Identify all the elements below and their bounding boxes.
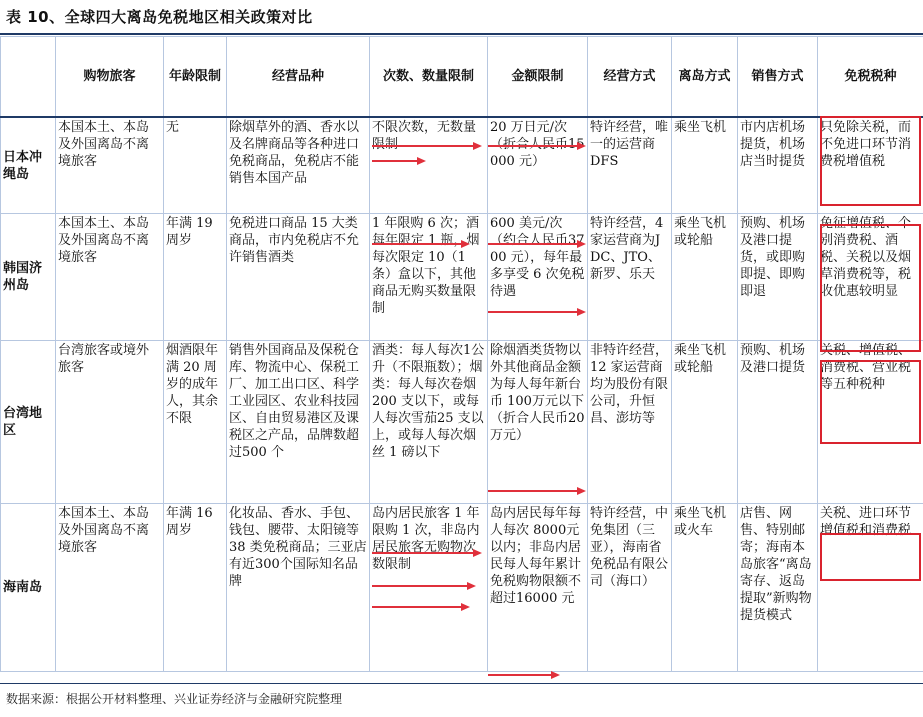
- travelers-cell: 本国本土、本岛及外国离岛不离境旅客: [56, 214, 164, 341]
- amount-cell: 20 万日元/次（折合人民币15000 元）: [488, 117, 588, 214]
- goods-cell: 化妆品、香水、手包、钱包、腰带、太阳镜等 38 类免税商品；三亚店有近300个国际知名品牌: [227, 504, 370, 672]
- amount-cell: 岛内居民每年每人每次 8000元以内；非岛内居民每人每年累计免税购物限额不超过16000 元: [488, 504, 588, 672]
- header-cell-goods: 经营品种: [227, 37, 370, 118]
- travelers-cell: 台湾旅客或境外旅客: [56, 341, 164, 504]
- operation-cell: 非特许经营，12 家运营商均为股份有限公司，升恒昌、澎坊等: [588, 341, 672, 504]
- age-cell: 年满 19 周岁: [164, 214, 227, 341]
- goods-cell: 销售外国商品及保税仓库、物流中心、保税工厂、加工出口区、科学工业园区、农业科技园区、自由贸易港区及课税区之产品，品牌数超过500 个: [227, 341, 370, 504]
- departure-cell: 乘坐飞机或轮船: [672, 214, 738, 341]
- table-row: [1, 214, 923, 341]
- arrow-mark: [488, 674, 556, 676]
- tax-cell: 关税、进口环节增值税和消费税: [818, 504, 923, 672]
- age-cell: 烟酒限年满 20 周岁的成年人，其余不限: [164, 341, 227, 504]
- departure-cell: 乘坐飞机或火车: [672, 504, 738, 672]
- departure-cell: 乘坐飞机或轮船: [672, 341, 738, 504]
- policy-comparison-table: [0, 36, 923, 672]
- region-cell: 韩国济州岛: [1, 214, 56, 341]
- age-cell: 年满 16 周岁: [164, 504, 227, 672]
- table-row: [1, 341, 923, 504]
- departure-cell: 乘坐飞机: [672, 117, 738, 214]
- bottom-rule: [0, 683, 923, 684]
- operation-cell: 特许经营，4家运营商为JDC、JTO、新罗、乐天: [588, 214, 672, 341]
- table-title: 表 10、全球四大离岛免税地区相关政策对比: [6, 8, 313, 26]
- quantity-cell: 酒类：每人每次1公升（不限瓶数）；烟类：每人每次卷烟 200 支以下，或每人每次雪茄25 支以上，或每人每次烟丝 1 磅以下: [370, 341, 488, 504]
- tax-cell: 免征增值税、个别消费税、酒税、关税以及烟草消费税等，税收优惠较明显: [818, 214, 923, 341]
- quantity-cell: 不限次数，无数量限制: [370, 117, 488, 214]
- goods-cell: 免税进口商品 15 大类商品，市内免税店不允许销售酒类: [227, 214, 370, 341]
- header-cell-travelers: 购物旅客: [56, 37, 164, 118]
- header-cell-amount: 金额限制: [488, 37, 588, 118]
- amount-cell: 除烟酒类货物以外其他商品金额为每人每年新台币 100万元以下（折合人民币20万元）: [488, 341, 588, 504]
- tax-cell: 只免除关税，而不免进口环节消费税增值税: [818, 117, 923, 214]
- table-row: [1, 504, 923, 672]
- travelers-cell: 本国本土、本岛及外国离岛不离境旅客: [56, 117, 164, 214]
- sales-cell: 店售、网售、特别邮寄；海南本岛旅客“离岛寄存、返岛提取”新购物提货模式: [738, 504, 818, 672]
- travelers-cell: 本国本土、本岛及外国离岛不离境旅客: [56, 504, 164, 672]
- sales-cell: 预购、机场及港口提货，或即购即提、即购即退: [738, 214, 818, 341]
- region-cell: 台湾地区: [1, 341, 56, 504]
- sales-cell: 预购、机场及港口提货: [738, 341, 818, 504]
- header-cell-age: 年龄限制: [164, 37, 227, 118]
- header-cell-operation: 经营方式: [588, 37, 672, 118]
- title-rule: [0, 33, 923, 35]
- tax-cell: 关税、增值税、消费税、营业税等五种税种: [818, 341, 923, 504]
- header-cell-departure: 离岛方式: [672, 37, 738, 118]
- operation-cell: 特许经营，唯一的运营商 DFS: [588, 117, 672, 214]
- region-cell: 日本冲绳岛: [1, 117, 56, 214]
- quantity-cell: 1 年限购 6 次；酒每年限定 1 瓶，烟每次限定 10（1条）盒以下，其他商品无购买数量限制: [370, 214, 488, 341]
- header-cell-quantity: 次数、数量限制: [370, 37, 488, 118]
- amount-cell: 600 美元/次（约合人民币3700 元），每年最多享受 6 次免税待遇: [488, 214, 588, 341]
- header-cell-region: [1, 37, 56, 118]
- header-cell-sales: 销售方式: [738, 37, 818, 118]
- age-cell: 无: [164, 117, 227, 214]
- sales-cell: 市内店机场提货，机场店当时提货: [738, 117, 818, 214]
- source-note: 数据来源：根据公开材料整理、兴业证券经济与金融研究院整理: [6, 692, 343, 706]
- header-row: [1, 37, 923, 118]
- region-cell: 海南岛: [1, 504, 56, 672]
- operation-cell: 特许经营，中免集团（三亚），海南省免税品有限公司（海口）: [588, 504, 672, 672]
- table-row: [1, 117, 923, 214]
- quantity-cell: 岛内居民旅客 1 年限购 1 次，非岛内居民旅客无购物次数限制: [370, 504, 488, 672]
- header-cell-tax: 免税税种: [818, 37, 923, 118]
- goods-cell: 除烟草外的酒、香水以及名牌商品等各种进口免税商品，免税店不能销售本国产品: [227, 117, 370, 214]
